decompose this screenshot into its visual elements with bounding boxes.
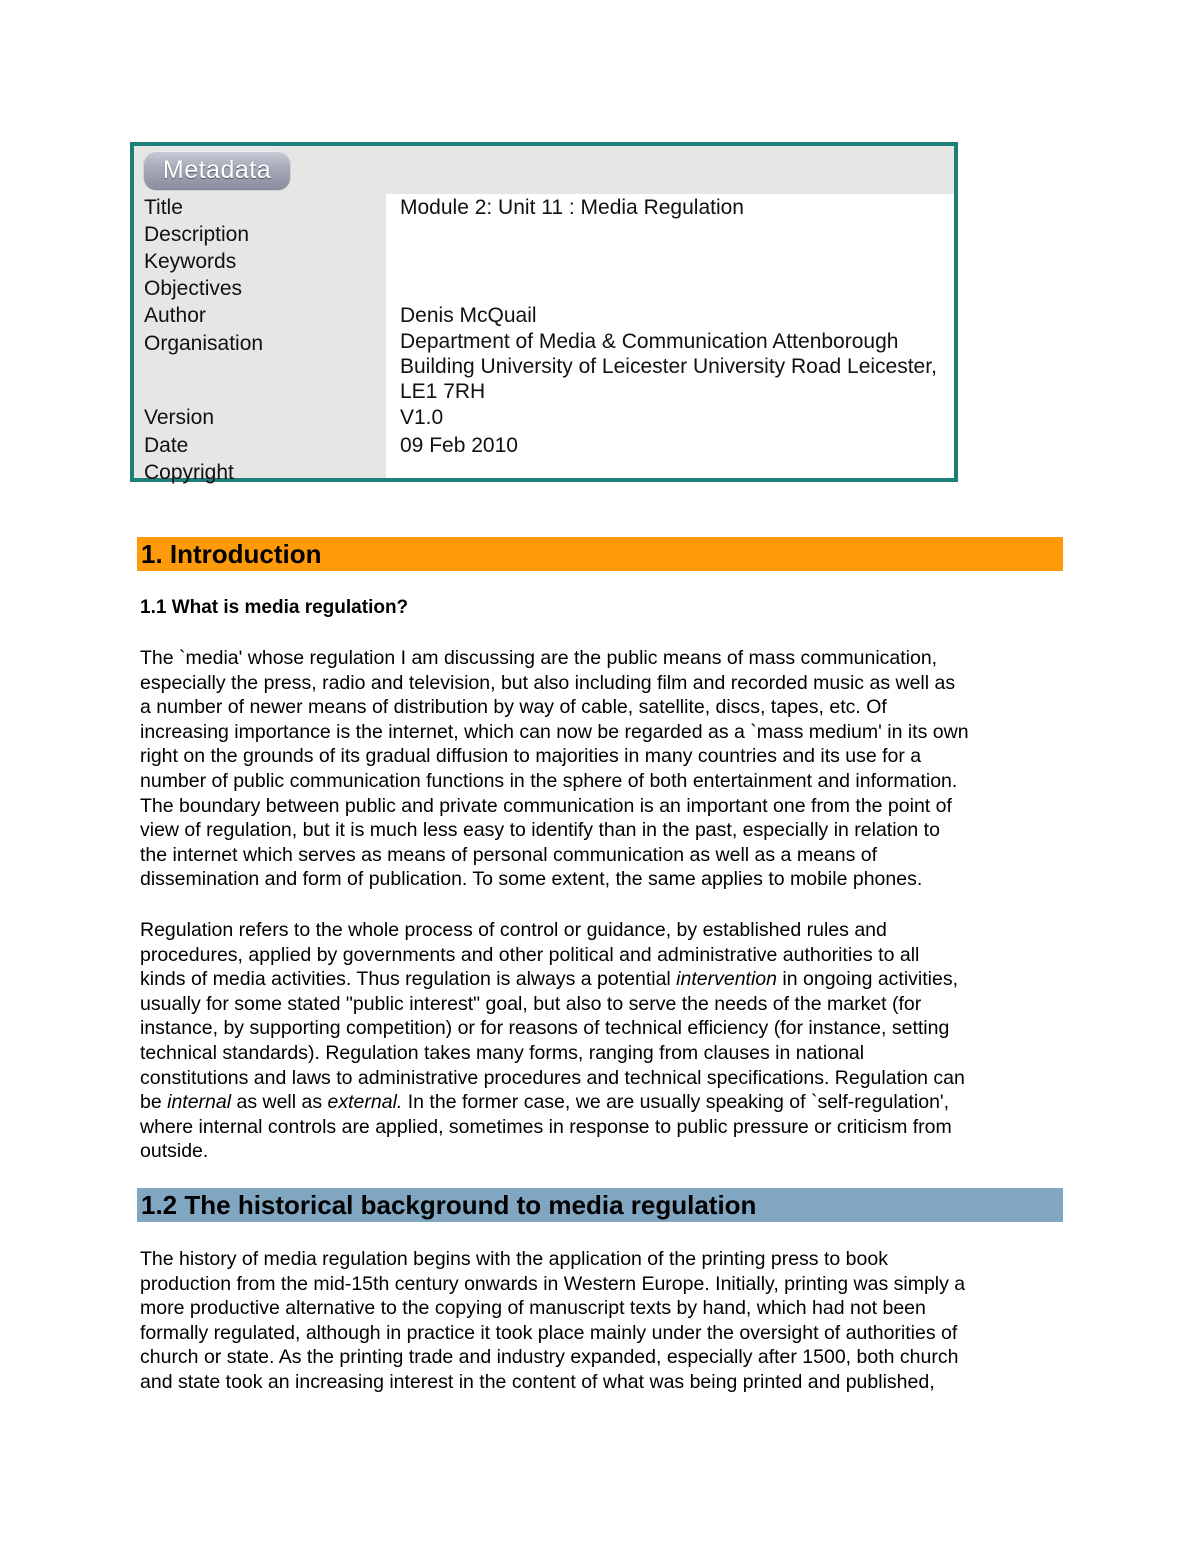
paragraph-history — [140, 1247, 1065, 1395]
text-line: The history of media regulation begins with the application of the printing press to book — [140, 1248, 888, 1270]
text-line: especially the press, radio and television, but also including film and recorded music as well as — [140, 671, 956, 694]
metadata-badge — [144, 151, 290, 189]
meta-label-keywords: Keywords — [144, 250, 237, 273]
meta-label-objectives: Objectives — [144, 277, 243, 300]
meta-label-title: Title — [144, 196, 183, 219]
text-run: In the former case, we are usually speaking of `self-regulation', — [402, 1091, 950, 1114]
emphasis-internal: internal — [167, 1091, 232, 1114]
meta-value-organisation-line3: LE1 7RH — [400, 380, 486, 403]
text-line: number of public communication functions in the sphere of both entertainment and information. — [140, 769, 958, 792]
text-line: the internet which serves as means of personal communication as well as a means of — [140, 843, 878, 866]
text-line: formally regulated, although in practice it took place mainly under the oversight of authorities of — [140, 1321, 958, 1344]
text-line: right on the grounds of its gradual diffusion to majorities in many countries and its use for a — [140, 745, 922, 768]
text-line: a number of newer means of distribution by way of cable, satellite, discs, tapes, etc. Of — [140, 696, 887, 719]
text-line — [140, 967, 1065, 992]
text-line: The boundary between public and private communication is an important one from the point of — [140, 794, 952, 817]
text-line: church or state. As the printing trade and industry expanded, especially after 1500, both church — [140, 1346, 959, 1369]
section-heading-text: 1.2 The historical background to media regulation — [141, 1190, 757, 1220]
text-line: constitutions and laws to administrative procedures and technical specifications. Regulation can — [140, 1066, 965, 1089]
paragraph-regulation-definition — [140, 918, 1065, 1164]
text-line: procedures, applied by governments and other political and administrative authorities to all — [140, 943, 920, 966]
meta-value-date: 09 Feb 2010 — [400, 434, 518, 457]
meta-value-title: Module 2: Unit 11 : Media Regulation — [400, 196, 744, 219]
subsection-heading: 1.1 What is media regulation? — [140, 597, 409, 618]
text-line: outside. — [140, 1140, 209, 1163]
text-run: as well as — [231, 1091, 328, 1114]
text-line: increasing importance is the internet, which can now be regarded as a `mass medium' in its own — [140, 720, 969, 743]
text-line: instance, by supporting competition) or for reasons of technical efficiency (for instance, setting — [140, 1017, 950, 1040]
text-run: kinds of media activities. Thus regulation is always a potential — [140, 968, 677, 991]
meta-label-author: Author — [144, 304, 206, 327]
meta-label-version: Version — [144, 406, 215, 429]
meta-value-author: Denis McQuail — [400, 304, 537, 327]
metadata-table — [130, 142, 958, 482]
paragraph-media-definition — [140, 646, 1065, 892]
text-line — [140, 1090, 1065, 1115]
text-run: in ongoing activities, — [777, 968, 959, 991]
metadata-header — [134, 146, 954, 194]
section-heading-text: 1. Introduction — [141, 539, 322, 569]
text-line: technical standards). Regulation takes many forms, ranging from clauses in national — [140, 1041, 865, 1064]
meta-value-version: V1.0 — [400, 406, 444, 429]
meta-value-organisation-line1: Department of Media & Communication Attenborough — [400, 330, 899, 353]
emphasis-external: external. — [327, 1091, 403, 1114]
text-line: where internal controls are applied, sometimes in response to public pressure or criticism from — [140, 1115, 952, 1138]
meta-label-date: Date — [144, 434, 189, 457]
emphasis-intervention: intervention — [676, 968, 777, 991]
metadata-badge-label: Metadata — [162, 156, 272, 184]
section-heading-historical-background — [137, 1188, 1063, 1222]
text-line: dissemination and form of publication. To some extent, the same applies to mobile phones. — [140, 868, 923, 891]
text-line: and state took an increasing interest in the content of what was being printed and published, — [140, 1370, 935, 1393]
text-line: production from the mid-15th century onwards in Western Europe. Initially, printing was simply a — [140, 1272, 966, 1295]
text-line: The `media' whose regulation I am discussing are the public means of mass communication, — [140, 647, 938, 669]
meta-label-copyright: Copyright — [144, 461, 234, 484]
text-line: Regulation refers to the whole process of control or guidance, by established rules and — [140, 919, 887, 941]
meta-label-organisation: Organisation — [144, 332, 264, 355]
text-line: usually for some stated "public interest" goal, but also to serve the needs of the market (for — [140, 992, 922, 1015]
meta-value-organisation-line2: Building University of Leicester University Road Leicester, — [400, 355, 937, 378]
text-run: be — [140, 1091, 168, 1114]
section-heading-introduction — [137, 537, 1063, 571]
meta-label-description: Description — [144, 223, 250, 246]
text-line: more productive alternative to the copying of manuscript texts by hand, which had not been — [140, 1297, 926, 1320]
text-line: view of regulation, but it is much less easy to identify than in the past, especially in relation to — [140, 819, 940, 842]
